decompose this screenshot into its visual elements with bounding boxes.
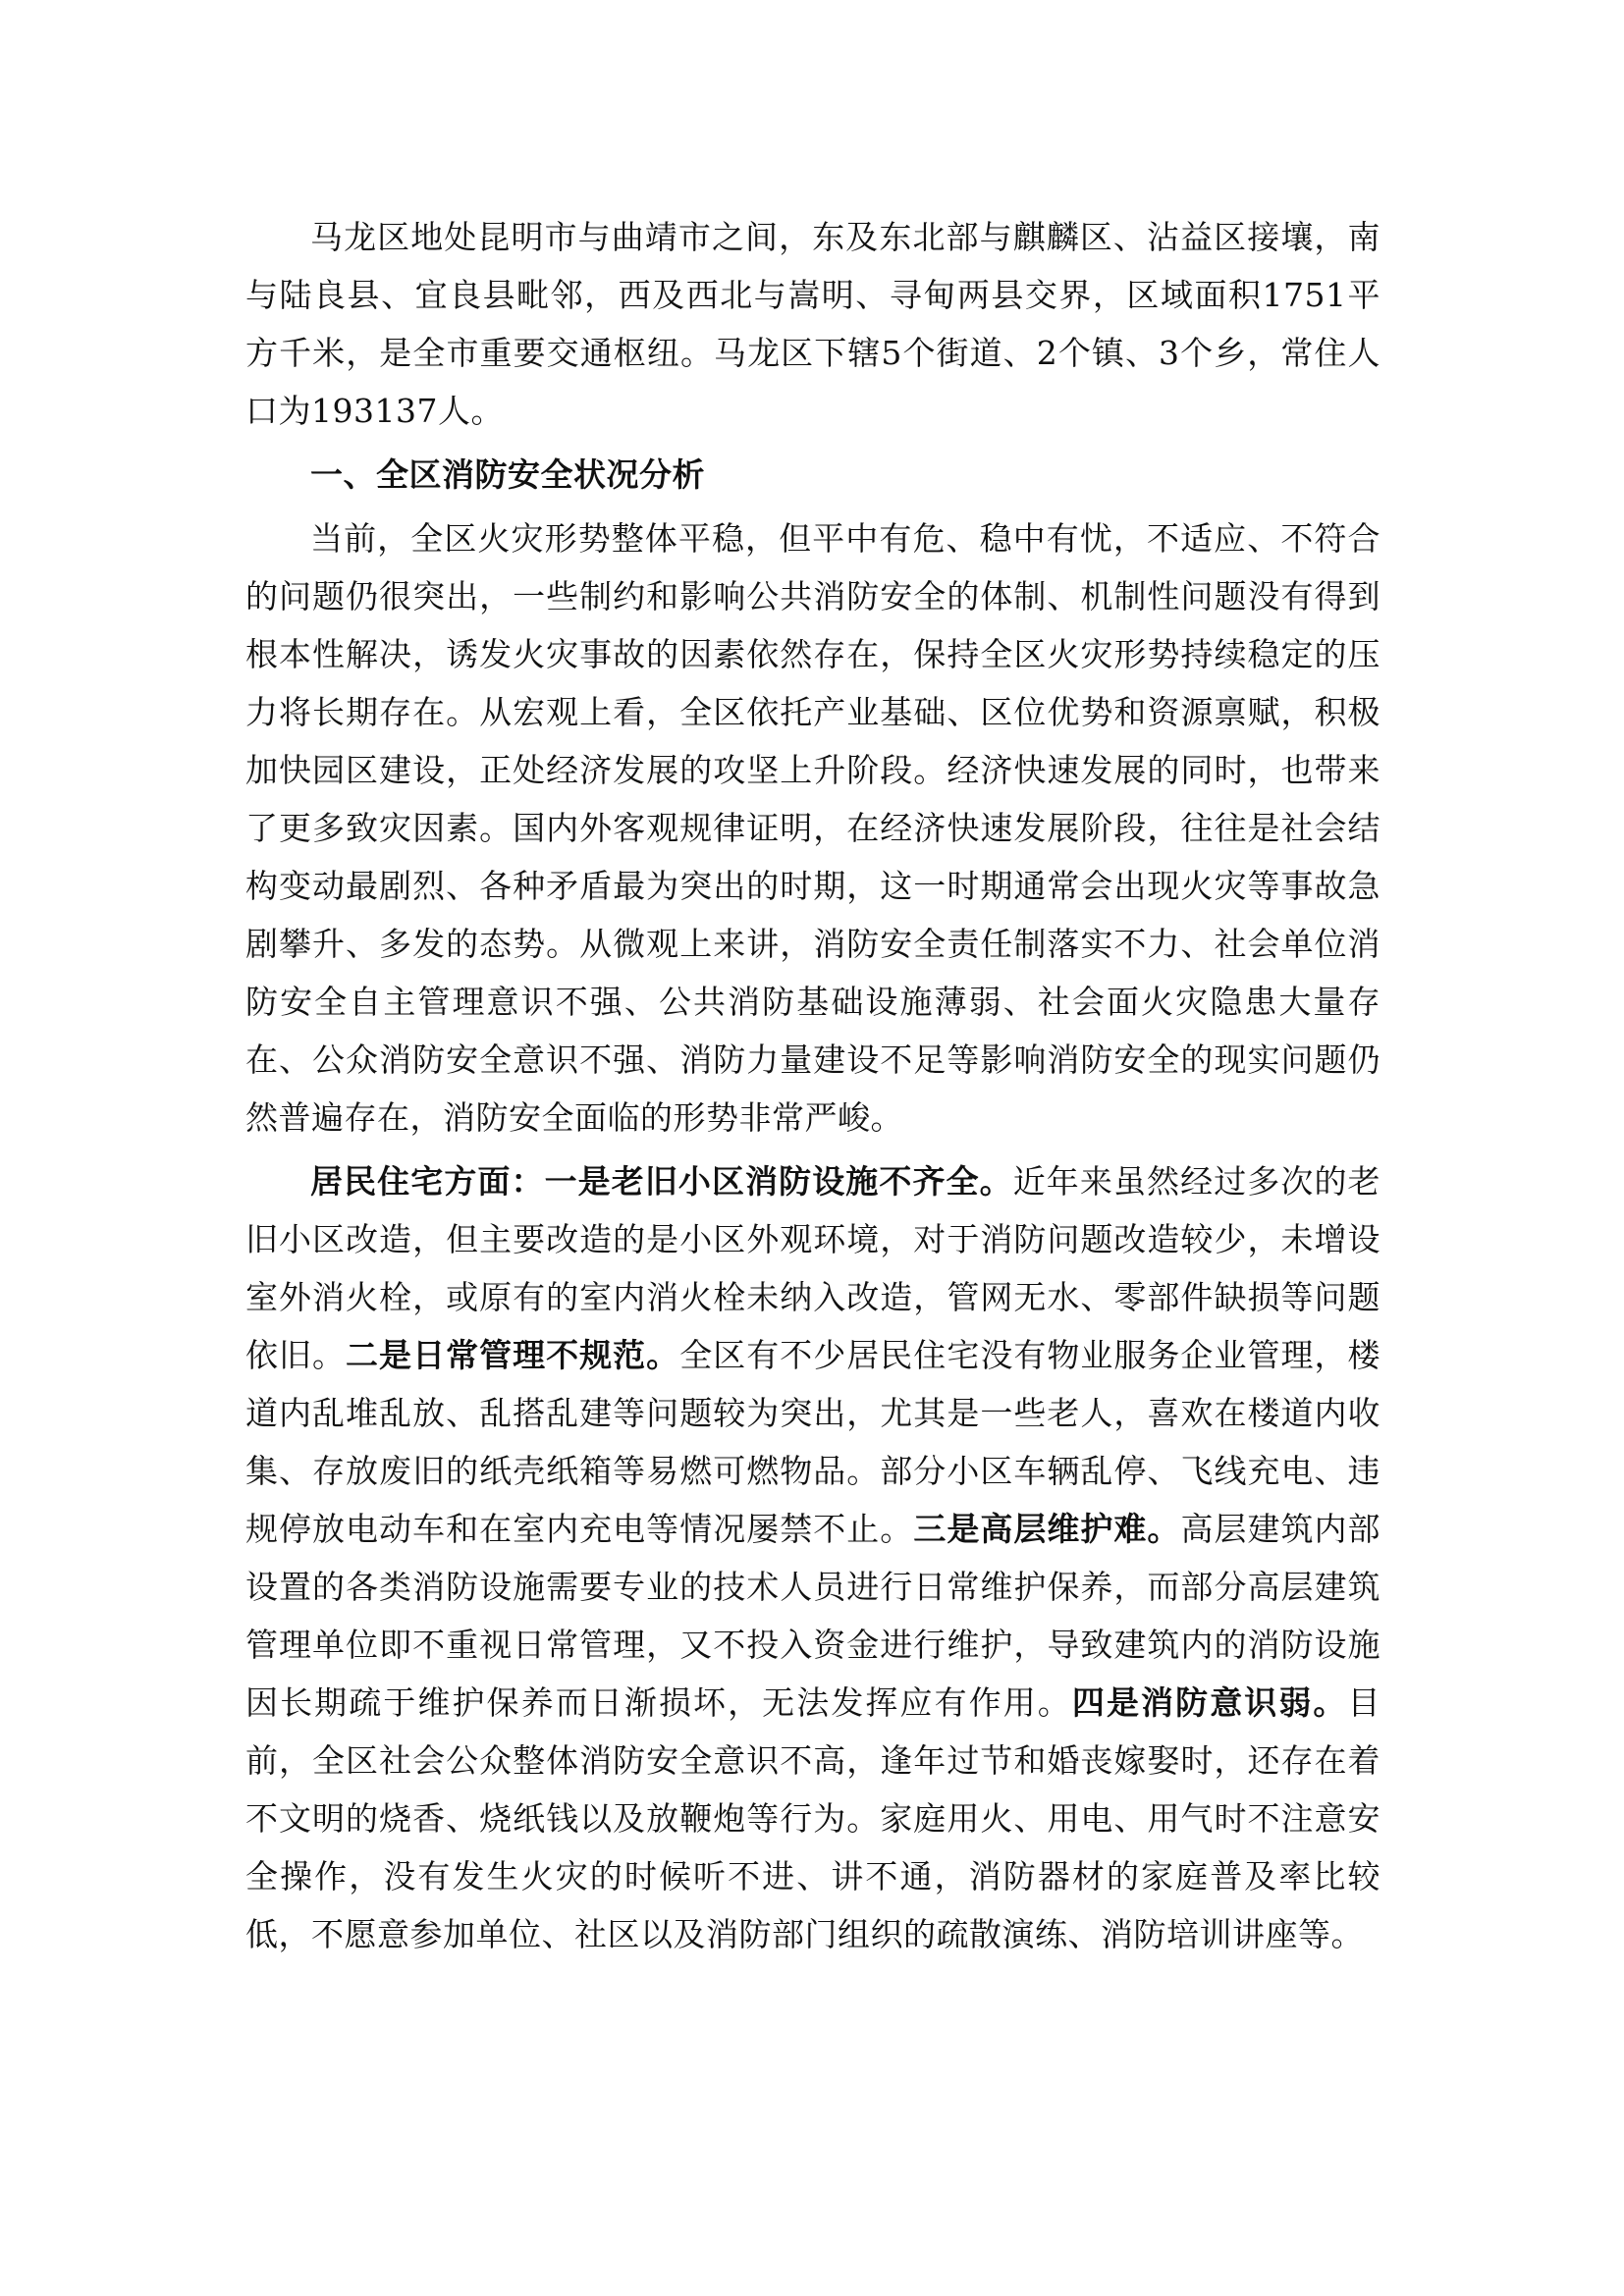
residential-paragraph [245,1152,1380,1963]
point1-text: 近年来虽然经过多次的老旧小区改造，但主要改造的是小区外观环境，对于消防问题改造较少，未增设室外消火栓，或原有的室内消火栓未纳入改造，管网无水、零部件缺损等问题依旧。 [245,1162,1381,1374]
point4-title: 四是消防意识弱。 [1071,1683,1348,1722]
intro-paragraph: 马龙区地处昆明市与曲靖市之间，东及东北部与麒麟区、沾益区接壤，南与陆良县、宜良县毗邻，西及西北与嵩明、寻甸两县交界，区域面积1751平方千米，是全市重要交通枢纽。马龙区下辖5个街道、2个镇、3个乡，常住人口为193137人。 [245,218,1380,430]
point3-text: 高层建筑内部设置的各类消防设施需要专业的技术人员进行日常维护保养，而部分高层建筑管理单位即不重视日常管理，又不投入资金进行维护，导致建筑内的消防设施因长期疏于维护保养而日渐损坏，无法发挥应有作用。 [245,1510,1381,1722]
document-page [245,208,1380,1969]
section-heading: 一、全区消防安全状况分析 [310,455,705,494]
point2-text: 全区有不少居民住宅没有物业服务企业管理，楼道内乱堆乱放、乱搭乱建等问题较为突出，尤其是一些老人，喜欢在楼道内收集、存放废旧的纸壳纸箱等易燃可燃物品。部分小区车辆乱停、飞线充电、违规停放电动车和在室内充电等情况屡禁不止。 [245,1336,1381,1548]
point2-title: 二是日常管理不规范。 [346,1336,680,1374]
point4-text: 目前，全区社会公众整体消防安全意识不高，逢年过节和婚丧嫁娶时，还存在着不文明的烧香、烧纸钱以及放鞭炮等行为。家庭用火、用电、用气时不注意安全操作，没有发生火灾的时候听不进、讲不通，消防器材的家庭普及率比较低，不愿意参加单位、社区以及消防部门组织的疏散演练、消防培训讲座等。 [245,1683,1380,1953]
point1-title: 一是老旧小区消防设施不齐全。 [544,1162,1013,1201]
point3-title: 三是高层维护难。 [913,1510,1181,1548]
situation-paragraph: 当前，全区火灾形势整体平稳，但平中有危、稳中有忧，不适应、不符合的问题仍很突出，一些制约和影响公共消防安全的体制、机制性问题没有得到根本性解决，诱发火灾事故的因素依然存在，保持全区火灾形势持续稳定的压力将长期存在。从宏观上看，全区依托产业基础、区位优势和资源禀赋，积极加快园区建设，正处经济发展的攻坚上升阶段。经济快速发展的同时，也带来了更多致灾因素。国内外客观规律证明，在经济快速发展阶段，往往是社会结构变动最剧烈、各种矛盾最为突出的时期，这一时期通常会出现火灾等事故急剧攀升、多发的态势。从微观上来讲，消防安全责任制落实不力、社会单位消防安全自主管理意识不强、公共消防基础设施薄弱、社会面火灾隐患大量存在、公众消防安全意识不强、消防力量建设不足等影响消防安全的现实问题仍然普遍存在，消防安全面临的形势非常严峻。 [245,519,1380,1137]
residential-lead: 居民住宅方面： [310,1162,545,1201]
